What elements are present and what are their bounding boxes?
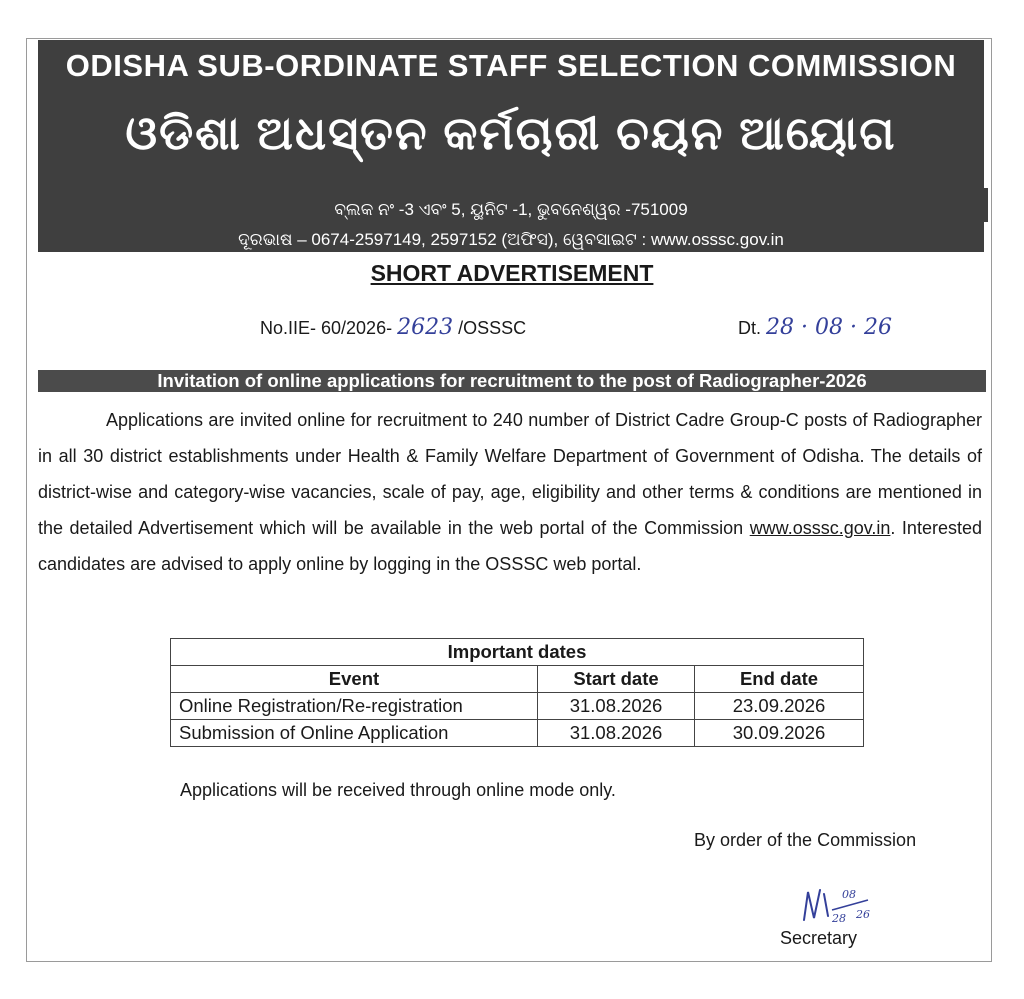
important-dates-table xyxy=(170,638,864,747)
table-row xyxy=(171,693,864,720)
website-link[interactable]: www.osssc.gov.in xyxy=(749,518,891,538)
body-text-start: Applications are invited online for recruitment to 240 number of District Cadre Group-C posts of Radiographer in all 30 district establishments under Health & Family Welfare Department of Government of Odisha. The details of district-wise and category-wise vacancies, scale of pay, age, eligibility and other terms & conditions are mentioned in the detailed Advertisement which will be available in the web portal of the Commission xyxy=(38,410,982,538)
event-cell: Online Registration/Re-registration xyxy=(171,693,538,720)
reference-suffix: /OSSSC xyxy=(453,318,527,338)
letterhead xyxy=(38,40,984,252)
commission-contact: ଦୂରଭାଷ – 0674-2597149, 2597152 (ଅଫିସ), ୱେବସାଇଟ : www.osssc.gov.in xyxy=(238,230,784,249)
svg-text:08: 08 xyxy=(842,888,856,901)
column-header-start: Start date xyxy=(538,666,695,693)
commission-name-odia: ଓଡିଶା ଅଧସ୍ତନ କର୍ମଚାରୀ ଚୟନ ଆୟୋଗ xyxy=(125,107,897,159)
start-date-cell: 31.08.2026 xyxy=(538,693,695,720)
date-handwritten: 28 · 08 · 26 xyxy=(766,315,892,340)
svg-text:28: 28 xyxy=(832,912,846,925)
body-text-end: . Interested candidates are advised to apply online by logging in the OSSSC web portal. xyxy=(38,518,982,574)
notice-date xyxy=(738,315,892,340)
letterhead-edge xyxy=(982,188,988,222)
start-date-cell: 31.08.2026 xyxy=(538,720,695,747)
column-header-end: End date xyxy=(695,666,864,693)
table-row xyxy=(171,720,864,747)
notice-heading: SHORT ADVERTISEMENT xyxy=(370,260,654,286)
table-caption-row xyxy=(171,639,864,666)
table-header-row xyxy=(171,666,864,693)
by-order-line: By order of the Commission xyxy=(694,830,917,850)
svg-text:26: 26 xyxy=(856,908,870,921)
reference-number xyxy=(260,315,526,340)
signatory-title: Secretary xyxy=(780,928,858,948)
date-label: Dt. xyxy=(738,318,767,338)
column-header-event: Event xyxy=(171,666,538,693)
event-cell: Submission of Online Application xyxy=(171,720,538,747)
online-mode-note: Applications will be received through online mode only. xyxy=(180,780,616,800)
body-paragraph xyxy=(38,402,982,582)
table-caption: Important dates xyxy=(171,639,864,666)
commission-name-english: ODISHA SUB-ORDINATE STAFF SELECTION COMMISSION xyxy=(65,48,957,83)
reference-prefix: No.IIE- 60/2026- xyxy=(260,318,398,338)
subject-bar: Invitation of online applications for recruitment to the post of Radiographer-2026 xyxy=(38,370,986,392)
reference-handwritten: 2623 xyxy=(397,315,454,340)
commission-address: ବ୍ଲକ ନଂ -3 ଏବଂ 5, ୟୁନିଟ -1, ଭୁବନେଶ୍ୱର -751009 xyxy=(334,200,688,219)
end-date-cell: 30.09.2026 xyxy=(695,720,864,747)
end-date-cell: 23.09.2026 xyxy=(695,693,864,720)
